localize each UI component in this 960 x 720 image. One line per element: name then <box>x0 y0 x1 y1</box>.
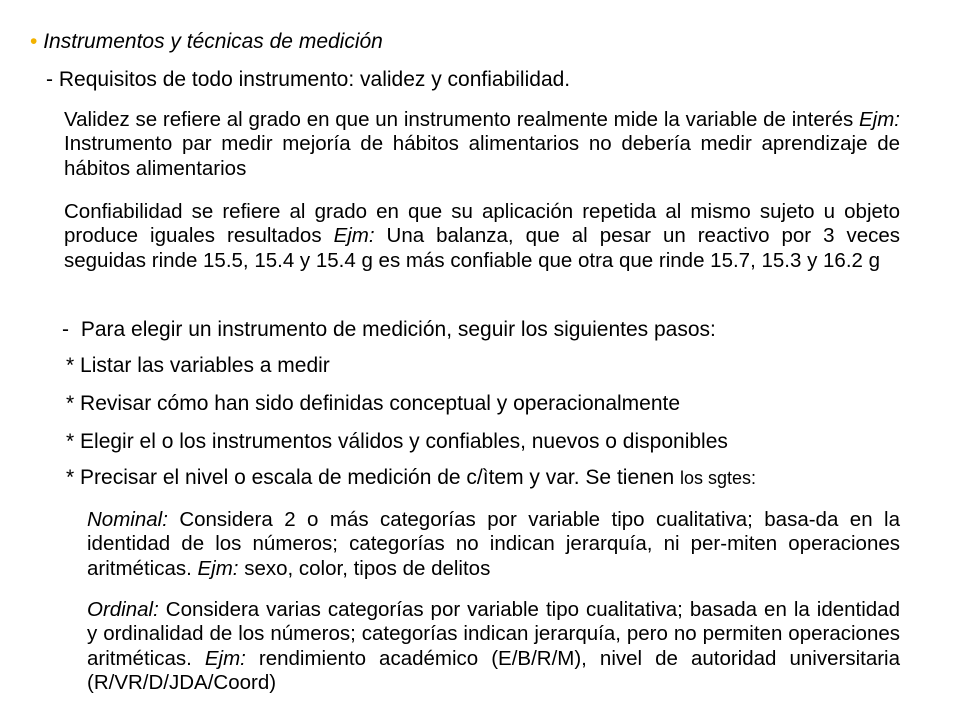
step-item <box>66 392 680 416</box>
step-text: Elegir el o los instrumentos válidos y confiables, nuevos o disponibles <box>80 430 728 453</box>
step-text: Revisar cómo han sido definidas conceptual y operacionalmente <box>80 392 681 415</box>
ordinal-rest: rendimiento académico (E/B/R/M), nivel de autoridad universitaria (R/VR/D/JDA/Coord) <box>87 646 900 695</box>
step-item <box>66 354 330 378</box>
elegir-dash: - <box>62 318 69 341</box>
heading-title: Instrumentos y técnicas de medición <box>43 30 383 53</box>
bullet-dot-icon: • <box>30 30 38 53</box>
requisitos-dash: - <box>46 68 53 91</box>
step-text: Listar las variables a medir <box>80 354 330 377</box>
ordinal-label: Ordinal: <box>87 598 159 621</box>
nominal-ejm: Ejm: <box>197 556 239 580</box>
confiabilidad-rest: Una balanza, que al pesar un reactivo por 3 veces seguidas rinde 15.5, 15.4 y 15.4 g es más confiable que otra que rinde 15.7, 15.3 y 16.2 g <box>64 224 901 272</box>
validez-lead: Validez se refiere al grado en que un instrumento realmente mide la variable de interés <box>64 108 859 131</box>
confiabilidad-ejm: Ejm: <box>333 224 375 248</box>
nominal-rest: sexo, color, tipos de delitos <box>238 556 491 580</box>
elegir-text: Para elegir un instrumento de medición, seguir los siguientes pasos: <box>80 318 716 341</box>
nominal-text: Considera 2 o más categorías por variable tipo cualitativa; basa-da en la identidad de los números; categorías no indican jerarquía, ni per-miten operaciones aritméticas. <box>87 508 900 580</box>
step-marker: * <box>66 392 75 415</box>
confiabilidad-paragraph <box>64 200 900 273</box>
heading <box>30 30 383 54</box>
step-marker: * <box>66 430 75 453</box>
step-item <box>66 430 728 454</box>
ordinal-text: Considera varias categorías por variable tipo cualitativa; basada en la identidad y ordinalidad de los números; categorías indican jerarquía, pero no permiten operaciones aritméticas. <box>87 598 900 670</box>
validez-ejm: Ejm: <box>859 108 900 131</box>
ordinal-paragraph <box>87 598 900 696</box>
step-text-small: los sgtes: <box>680 468 757 488</box>
validez-rest: Instrumento par medir mejoría de hábitos alimentarios no debería medir aprendizaje de hábitos alimentarios <box>64 132 900 180</box>
validez-paragraph <box>64 108 900 181</box>
nominal-label: Nominal: <box>87 508 168 531</box>
requisitos-text: Requisitos de todo instrumento: validez y confiabilidad. <box>58 68 571 91</box>
requisitos-line <box>46 68 570 92</box>
ordinal-ejm: Ejm: <box>204 646 246 670</box>
step-text: Precisar el nivel o escala de medición de c/ìtem y var. Se tienen <box>80 466 680 489</box>
step-marker: * <box>66 354 75 377</box>
confiabilidad-lead: Confiabilidad se refiere al grado en que su aplicación repetida al mismo sujeto u objeto produce iguales resultados <box>64 200 900 248</box>
step-marker: * <box>66 466 75 489</box>
step-item <box>66 466 756 490</box>
elegir-line <box>62 318 716 342</box>
nominal-paragraph <box>87 508 900 581</box>
